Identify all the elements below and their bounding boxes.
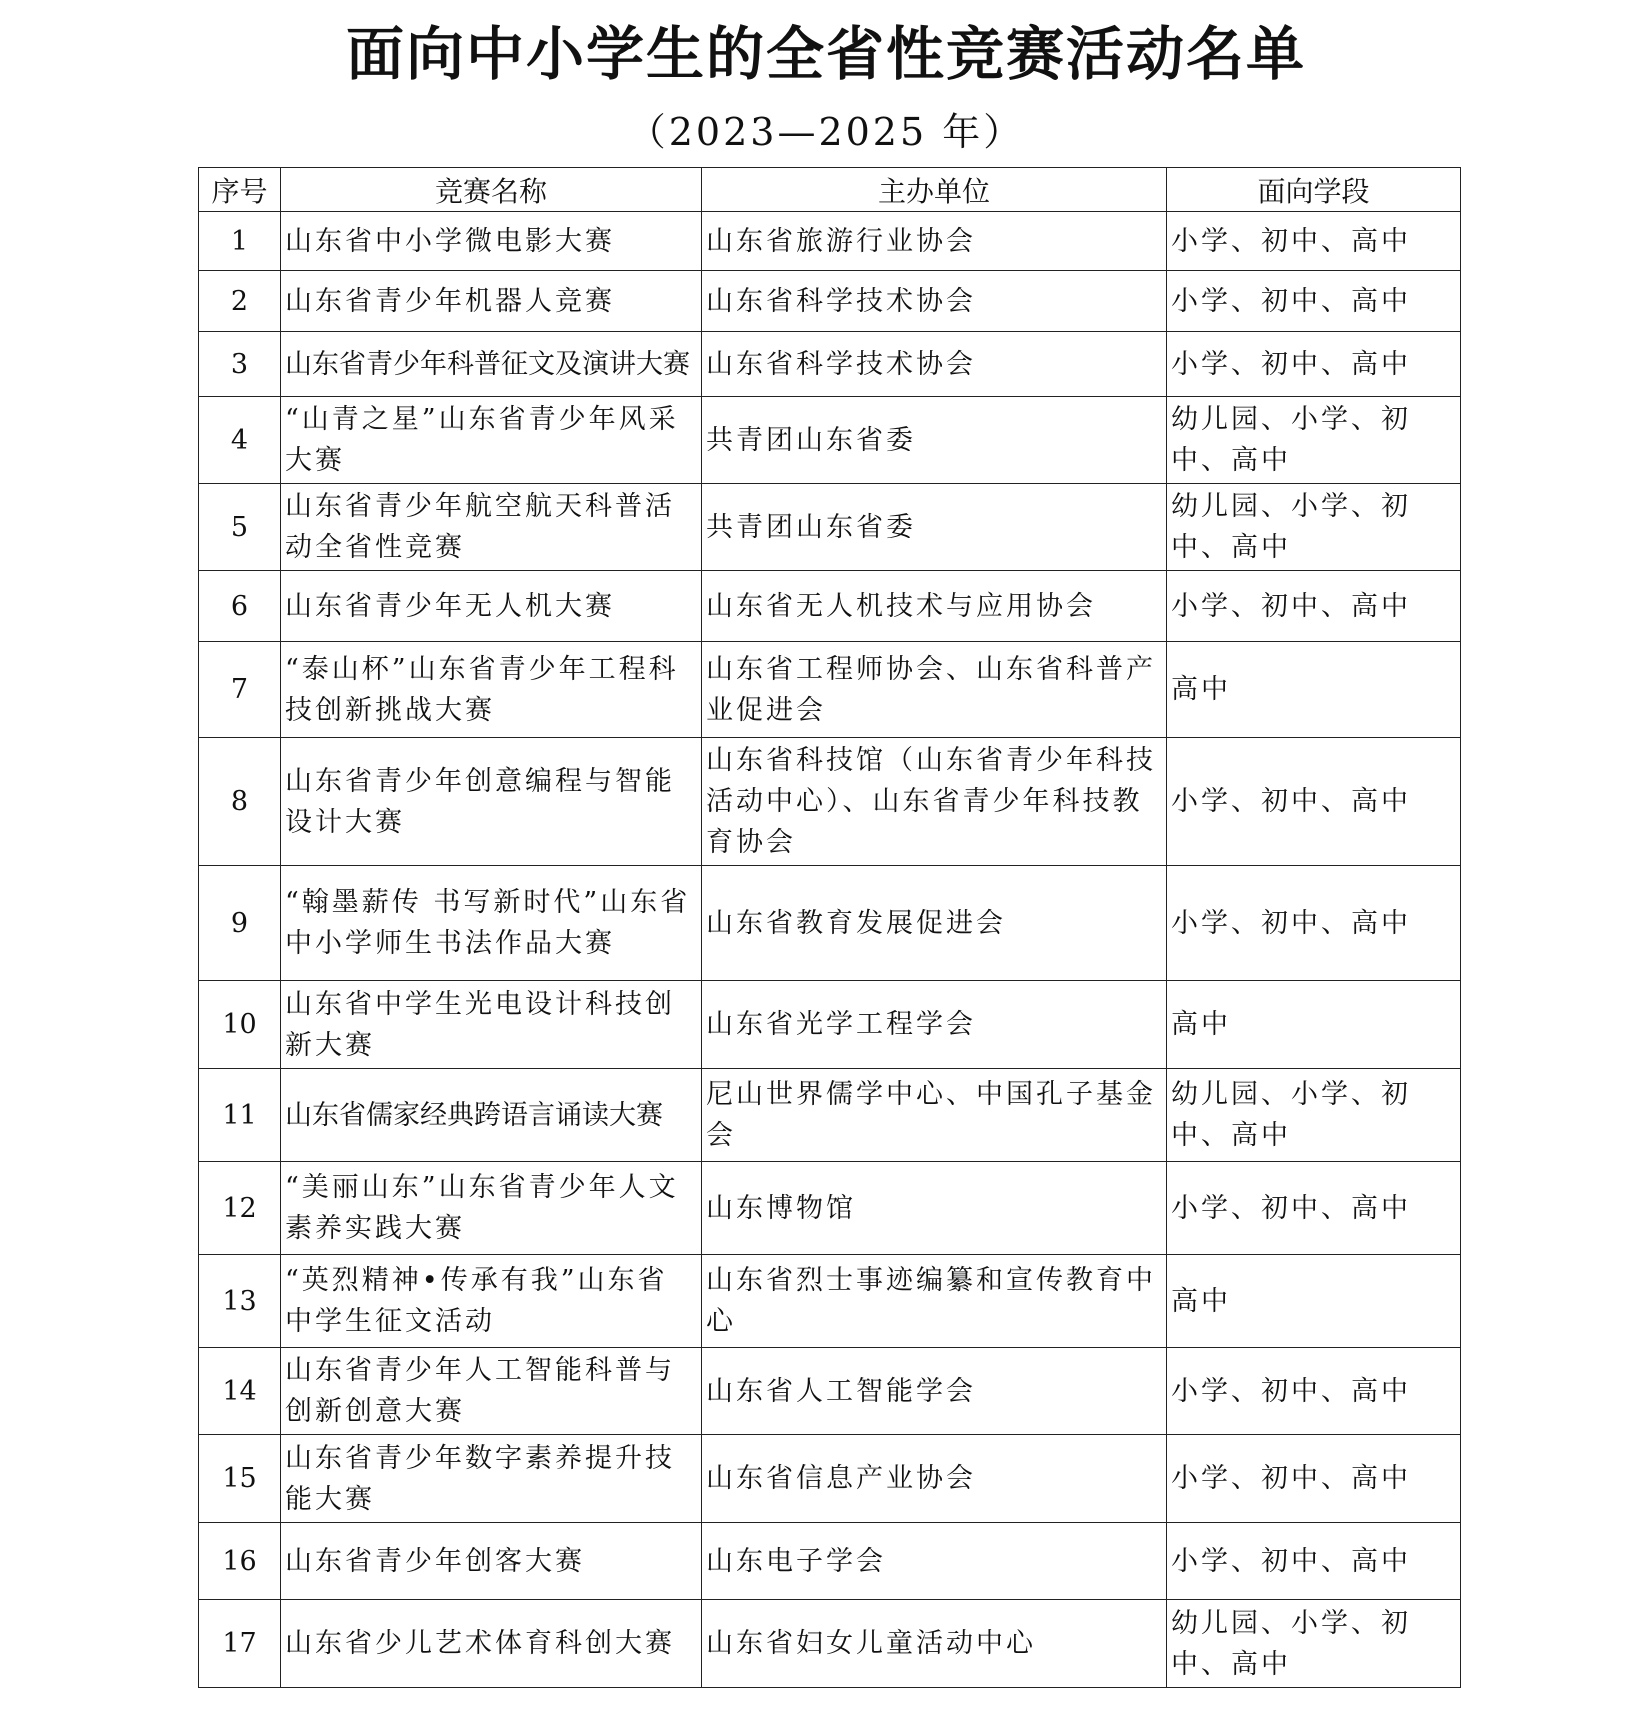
row-name: 山东省青少年机器人竞赛 xyxy=(281,271,702,332)
row-organizer: 山东省科学技术协会 xyxy=(702,271,1167,332)
table-row xyxy=(199,866,1461,981)
table-row xyxy=(199,981,1461,1069)
row-no: 6 xyxy=(199,571,281,642)
row-name: “英烈精神•传承有我”山东省中学生征文活动 xyxy=(281,1255,702,1348)
row-no: 11 xyxy=(199,1069,281,1162)
row-name: “泰山杯”山东省青少年工程科技创新挑战大赛 xyxy=(281,642,702,738)
row-level: 小学、初中、高中 xyxy=(1167,571,1461,642)
row-organizer: 山东省科学技术协会 xyxy=(702,332,1167,397)
row-level: 小学、初中、高中 xyxy=(1167,1435,1461,1523)
row-level: 幼儿园、小学、初中、高中 xyxy=(1167,397,1461,484)
row-name: “美丽山东”山东省青少年人文素养实践大赛 xyxy=(281,1162,702,1255)
row-no: 16 xyxy=(199,1523,281,1600)
row-level: 幼儿园、小学、初中、高中 xyxy=(1167,1069,1461,1162)
row-no: 12 xyxy=(199,1162,281,1255)
table-row xyxy=(199,484,1461,571)
row-name: 山东省中小学微电影大赛 xyxy=(281,212,702,271)
row-level: 小学、初中、高中 xyxy=(1167,332,1461,397)
table-row xyxy=(199,1600,1461,1688)
row-no: 7 xyxy=(199,642,281,738)
row-name: 山东省青少年人工智能科普与创新创意大赛 xyxy=(281,1348,702,1435)
table-row xyxy=(199,1255,1461,1348)
row-organizer: 山东省工程师协会、山东省科普产业促进会 xyxy=(702,642,1167,738)
header-row xyxy=(199,168,1461,212)
row-organizer: 山东省科技馆（山东省青少年科技活动中心）、山东省青少年科技教育协会 xyxy=(702,738,1167,866)
table-row xyxy=(199,397,1461,484)
row-name: 山东省青少年创客大赛 xyxy=(281,1523,702,1600)
row-level: 高中 xyxy=(1167,1255,1461,1348)
table-header xyxy=(199,168,1461,212)
row-organizer: 山东博物馆 xyxy=(702,1162,1167,1255)
row-no: 5 xyxy=(199,484,281,571)
row-no: 10 xyxy=(199,981,281,1069)
row-organizer: 共青团山东省委 xyxy=(702,484,1167,571)
table-row xyxy=(199,1162,1461,1255)
row-no: 8 xyxy=(199,738,281,866)
row-level: 小学、初中、高中 xyxy=(1167,1162,1461,1255)
table-row xyxy=(199,212,1461,271)
row-organizer: 山东省无人机技术与应用协会 xyxy=(702,571,1167,642)
table-row xyxy=(199,642,1461,738)
row-organizer: 山东省旅游行业协会 xyxy=(702,212,1167,271)
table-row xyxy=(199,1069,1461,1162)
row-organizer: 山东电子学会 xyxy=(702,1523,1167,1600)
row-level: 幼儿园、小学、初中、高中 xyxy=(1167,484,1461,571)
row-name: 山东省少儿艺术体育科创大赛 xyxy=(281,1600,702,1688)
row-name: 山东省青少年数字素养提升技能大赛 xyxy=(281,1435,702,1523)
row-name: 山东省青少年创意编程与智能设计大赛 xyxy=(281,738,702,866)
row-organizer: 尼山世界儒学中心、中国孔子基金会 xyxy=(702,1069,1167,1162)
row-no: 4 xyxy=(199,397,281,484)
table-row xyxy=(199,1435,1461,1523)
row-name: 山东省青少年航空航天科普活动全省性竞赛 xyxy=(281,484,702,571)
row-name: 山东省青少年科普征文及演讲大赛 xyxy=(281,332,702,397)
header-level: 面向学段 xyxy=(1167,168,1461,212)
table-body xyxy=(199,212,1461,1688)
row-level: 高中 xyxy=(1167,981,1461,1069)
row-level: 幼儿园、小学、初中、高中 xyxy=(1167,1600,1461,1688)
row-no: 17 xyxy=(199,1600,281,1688)
row-no: 9 xyxy=(199,866,281,981)
header-organizer: 主办单位 xyxy=(702,168,1167,212)
row-organizer: 山东省光学工程学会 xyxy=(702,981,1167,1069)
row-level: 小学、初中、高中 xyxy=(1167,738,1461,866)
competition-table xyxy=(198,167,1461,1688)
row-organizer: 共青团山东省委 xyxy=(702,397,1167,484)
row-no: 3 xyxy=(199,332,281,397)
row-level: 小学、初中、高中 xyxy=(1167,1348,1461,1435)
table-row xyxy=(199,738,1461,866)
row-name: 山东省青少年无人机大赛 xyxy=(281,571,702,642)
row-no: 13 xyxy=(199,1255,281,1348)
row-name: “山青之星”山东省青少年风采大赛 xyxy=(281,397,702,484)
row-level: 小学、初中、高中 xyxy=(1167,271,1461,332)
row-organizer: 山东省人工智能学会 xyxy=(702,1348,1167,1435)
row-name: “翰墨薪传 书写新时代”山东省中小学师生书法作品大赛 xyxy=(281,866,702,981)
row-level: 高中 xyxy=(1167,642,1461,738)
row-organizer: 山东省教育发展促进会 xyxy=(702,866,1167,981)
document-subtitle: （2023—2025 年） xyxy=(627,110,1025,154)
row-organizer: 山东省烈士事迹编纂和宣传教育中心 xyxy=(702,1255,1167,1348)
row-organizer: 山东省信息产业协会 xyxy=(702,1435,1167,1523)
table-row xyxy=(199,1523,1461,1600)
row-name: 山东省中学生光电设计科技创新大赛 xyxy=(281,981,702,1069)
row-level: 小学、初中、高中 xyxy=(1167,1523,1461,1600)
row-no: 15 xyxy=(199,1435,281,1523)
table-row xyxy=(199,332,1461,397)
row-level: 小学、初中、高中 xyxy=(1167,212,1461,271)
document-title: 面向中小学生的全省性竞赛活动名单 xyxy=(345,20,1306,88)
row-no: 1 xyxy=(199,212,281,271)
header-no: 序号 xyxy=(199,168,281,212)
table-row xyxy=(199,571,1461,642)
row-name: 山东省儒家经典跨语言诵读大赛 xyxy=(281,1069,702,1162)
table-row xyxy=(199,1348,1461,1435)
row-no: 14 xyxy=(199,1348,281,1435)
table-row xyxy=(199,271,1461,332)
row-organizer: 山东省妇女儿童活动中心 xyxy=(702,1600,1167,1688)
row-level: 小学、初中、高中 xyxy=(1167,866,1461,981)
header-name: 竞赛名称 xyxy=(281,168,702,212)
row-no: 2 xyxy=(199,271,281,332)
